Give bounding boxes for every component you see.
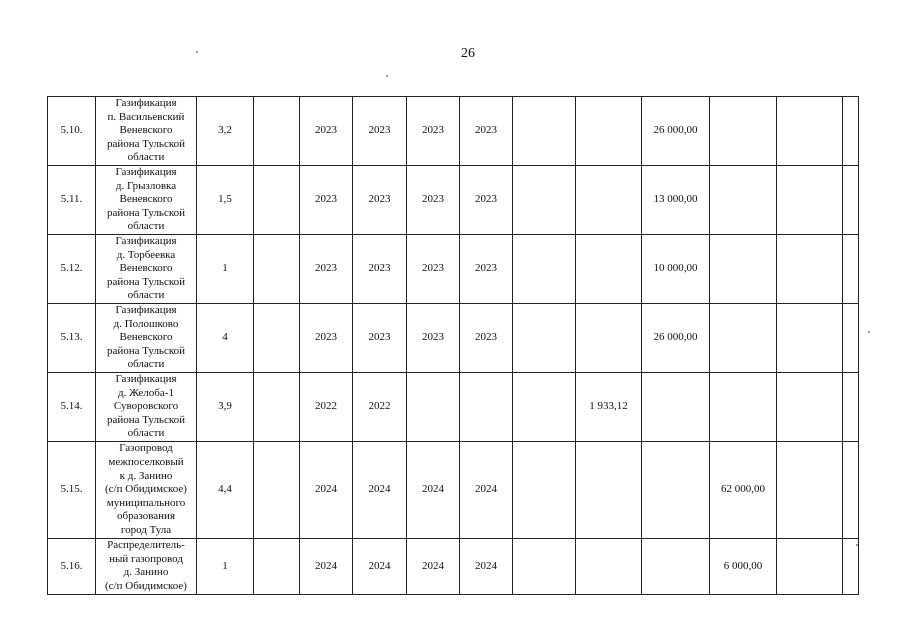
year-cell: 2023	[407, 235, 460, 304]
year-cell	[407, 373, 460, 442]
year-cell: 2023	[460, 304, 513, 373]
table-row	[48, 441, 859, 538]
scan-speck	[196, 51, 198, 53]
project-name-line: образования	[116, 510, 176, 523]
table-row	[48, 166, 859, 235]
row-number: 5.15.	[48, 441, 96, 538]
amount-cell: 62 000,00	[710, 441, 777, 538]
amount-cell: 6 000,00	[710, 538, 777, 594]
empty-cell	[513, 373, 576, 442]
year-cell: 2024	[300, 441, 353, 538]
amount-cell: 26 000,00	[642, 97, 710, 166]
project-name-line: д. Торбеевка	[116, 248, 176, 261]
amount-cell: 1 933,12	[576, 373, 642, 442]
project-name-line: области	[127, 427, 165, 440]
amount-cell	[710, 304, 777, 373]
year-cell: 2022	[353, 373, 407, 442]
project-name-line: Веневского	[119, 124, 173, 137]
empty-cell	[777, 441, 843, 538]
amount-cell	[642, 538, 710, 594]
year-cell: 2023	[300, 166, 353, 235]
year-cell: 2023	[353, 304, 407, 373]
length-km: 4,4	[197, 441, 254, 538]
empty-cell	[513, 166, 576, 235]
year-cell: 2023	[460, 166, 513, 235]
length-km: 1	[197, 235, 254, 304]
empty-cell	[777, 166, 843, 235]
project-name-line: д. Полошково	[113, 317, 179, 330]
year-cell: 2024	[353, 441, 407, 538]
amount-cell: 10 000,00	[642, 235, 710, 304]
project-name-line: района Тульской	[106, 344, 186, 357]
year-cell: 2023	[407, 97, 460, 166]
empty-cell	[777, 235, 843, 304]
year-cell: 2024	[353, 538, 407, 594]
year-cell: 2023	[353, 97, 407, 166]
row-number: 5.16.	[48, 538, 96, 594]
project-name-line: Газопровод	[119, 442, 173, 455]
year-cell: 2023	[407, 304, 460, 373]
project-name-line: п. Васильевский	[107, 110, 185, 123]
project-name-line: области	[127, 151, 165, 164]
amount-cell: 26 000,00	[642, 304, 710, 373]
empty-cell	[513, 235, 576, 304]
year-cell: 2022	[300, 373, 353, 442]
project-name-line: ный газопровод	[109, 552, 183, 565]
empty-cell	[254, 304, 300, 373]
project-name	[96, 538, 197, 594]
empty-cell	[254, 538, 300, 594]
year-cell: 2023	[300, 235, 353, 304]
project-name-line: Газификация	[115, 304, 177, 317]
project-name-line: межпоселковый	[108, 455, 184, 468]
empty-cell	[513, 97, 576, 166]
project-name-line: д. Желоба-1	[118, 386, 174, 399]
project-name-line: Распределитель-	[107, 539, 185, 552]
empty-cell	[513, 538, 576, 594]
length-km: 3,2	[197, 97, 254, 166]
empty-cell	[843, 235, 859, 304]
empty-cell	[254, 97, 300, 166]
row-number: 5.13.	[48, 304, 96, 373]
project-name-line: д. Грызловка	[115, 179, 177, 192]
project-name-line: области	[127, 289, 165, 302]
length-km: 3,9	[197, 373, 254, 442]
amount-cell	[576, 441, 642, 538]
amount-cell	[576, 235, 642, 304]
project-name	[96, 166, 197, 235]
row-number: 5.14.	[48, 373, 96, 442]
row-number: 5.11.	[48, 166, 96, 235]
project-name-line: д. Занино	[123, 566, 169, 579]
year-cell: 2023	[460, 235, 513, 304]
table-row	[48, 538, 859, 594]
empty-cell	[843, 97, 859, 166]
empty-cell	[777, 97, 843, 166]
table-row	[48, 373, 859, 442]
amount-cell	[576, 538, 642, 594]
length-km: 1	[197, 538, 254, 594]
year-cell: 2024	[460, 538, 513, 594]
amount-cell	[576, 97, 642, 166]
empty-cell	[843, 304, 859, 373]
row-number: 5.10.	[48, 97, 96, 166]
year-cell: 2024	[407, 441, 460, 538]
empty-cell	[777, 373, 843, 442]
empty-cell	[254, 441, 300, 538]
table-row	[48, 97, 859, 166]
project-name-line: района Тульской	[106, 275, 186, 288]
project-table	[47, 96, 859, 595]
empty-cell	[513, 441, 576, 538]
amount-cell	[710, 166, 777, 235]
empty-cell	[843, 538, 859, 594]
year-cell: 2024	[407, 538, 460, 594]
project-name	[96, 441, 197, 538]
empty-cell	[843, 373, 859, 442]
empty-cell	[843, 166, 859, 235]
project-name-line: Газификация	[115, 235, 177, 248]
length-km: 1,5	[197, 166, 254, 235]
project-name-line: Веневского	[119, 193, 173, 206]
length-km: 4	[197, 304, 254, 373]
project-name-line: района Тульской	[106, 413, 186, 426]
year-cell: 2023	[300, 97, 353, 166]
table-row	[48, 235, 859, 304]
amount-cell	[710, 97, 777, 166]
year-cell: 2023	[353, 235, 407, 304]
empty-cell	[513, 304, 576, 373]
project-name-line: области	[127, 220, 165, 233]
amount-cell	[642, 373, 710, 442]
project-name-line: района Тульской	[106, 206, 186, 219]
table-row	[48, 304, 859, 373]
year-cell: 2023	[407, 166, 460, 235]
row-number: 5.12.	[48, 235, 96, 304]
year-cell	[460, 373, 513, 442]
amount-cell	[710, 373, 777, 442]
project-name-line: района Тульской	[106, 137, 186, 150]
amount-cell: 13 000,00	[642, 166, 710, 235]
project-name-line: Газификация	[115, 373, 177, 385]
year-cell: 2024	[460, 441, 513, 538]
project-name-line: город Тула	[120, 523, 172, 536]
project-name-line: к д. Занино	[119, 469, 173, 482]
project-name-line: Веневского	[119, 262, 173, 275]
empty-cell	[254, 235, 300, 304]
year-cell: 2023	[353, 166, 407, 235]
project-name-line: (с/п Обидимское)	[105, 580, 187, 593]
empty-cell	[254, 373, 300, 442]
project-name	[96, 97, 197, 166]
page-number: 26	[461, 46, 475, 61]
amount-cell	[710, 235, 777, 304]
amount-cell	[642, 441, 710, 538]
project-name	[96, 304, 197, 373]
empty-cell	[777, 538, 843, 594]
empty-cell	[843, 441, 859, 538]
year-cell: 2024	[300, 538, 353, 594]
project-name-line: муниципального	[106, 496, 186, 509]
amount-cell	[576, 304, 642, 373]
scan-speck	[868, 331, 870, 333]
year-cell: 2023	[460, 97, 513, 166]
empty-cell	[254, 166, 300, 235]
project-name	[96, 235, 197, 304]
project-name-line: области	[127, 358, 165, 371]
project-name-line: Суворовского	[113, 400, 179, 413]
empty-cell	[777, 304, 843, 373]
amount-cell	[576, 166, 642, 235]
year-cell: 2023	[300, 304, 353, 373]
scan-speck	[386, 75, 388, 77]
project-name	[96, 373, 197, 442]
project-name-line: Веневского	[119, 331, 173, 344]
project-name-line: Газификация	[115, 97, 177, 110]
project-name-line: (с/п Обидимское)	[105, 483, 187, 496]
project-name-line: Газификация	[115, 166, 177, 179]
